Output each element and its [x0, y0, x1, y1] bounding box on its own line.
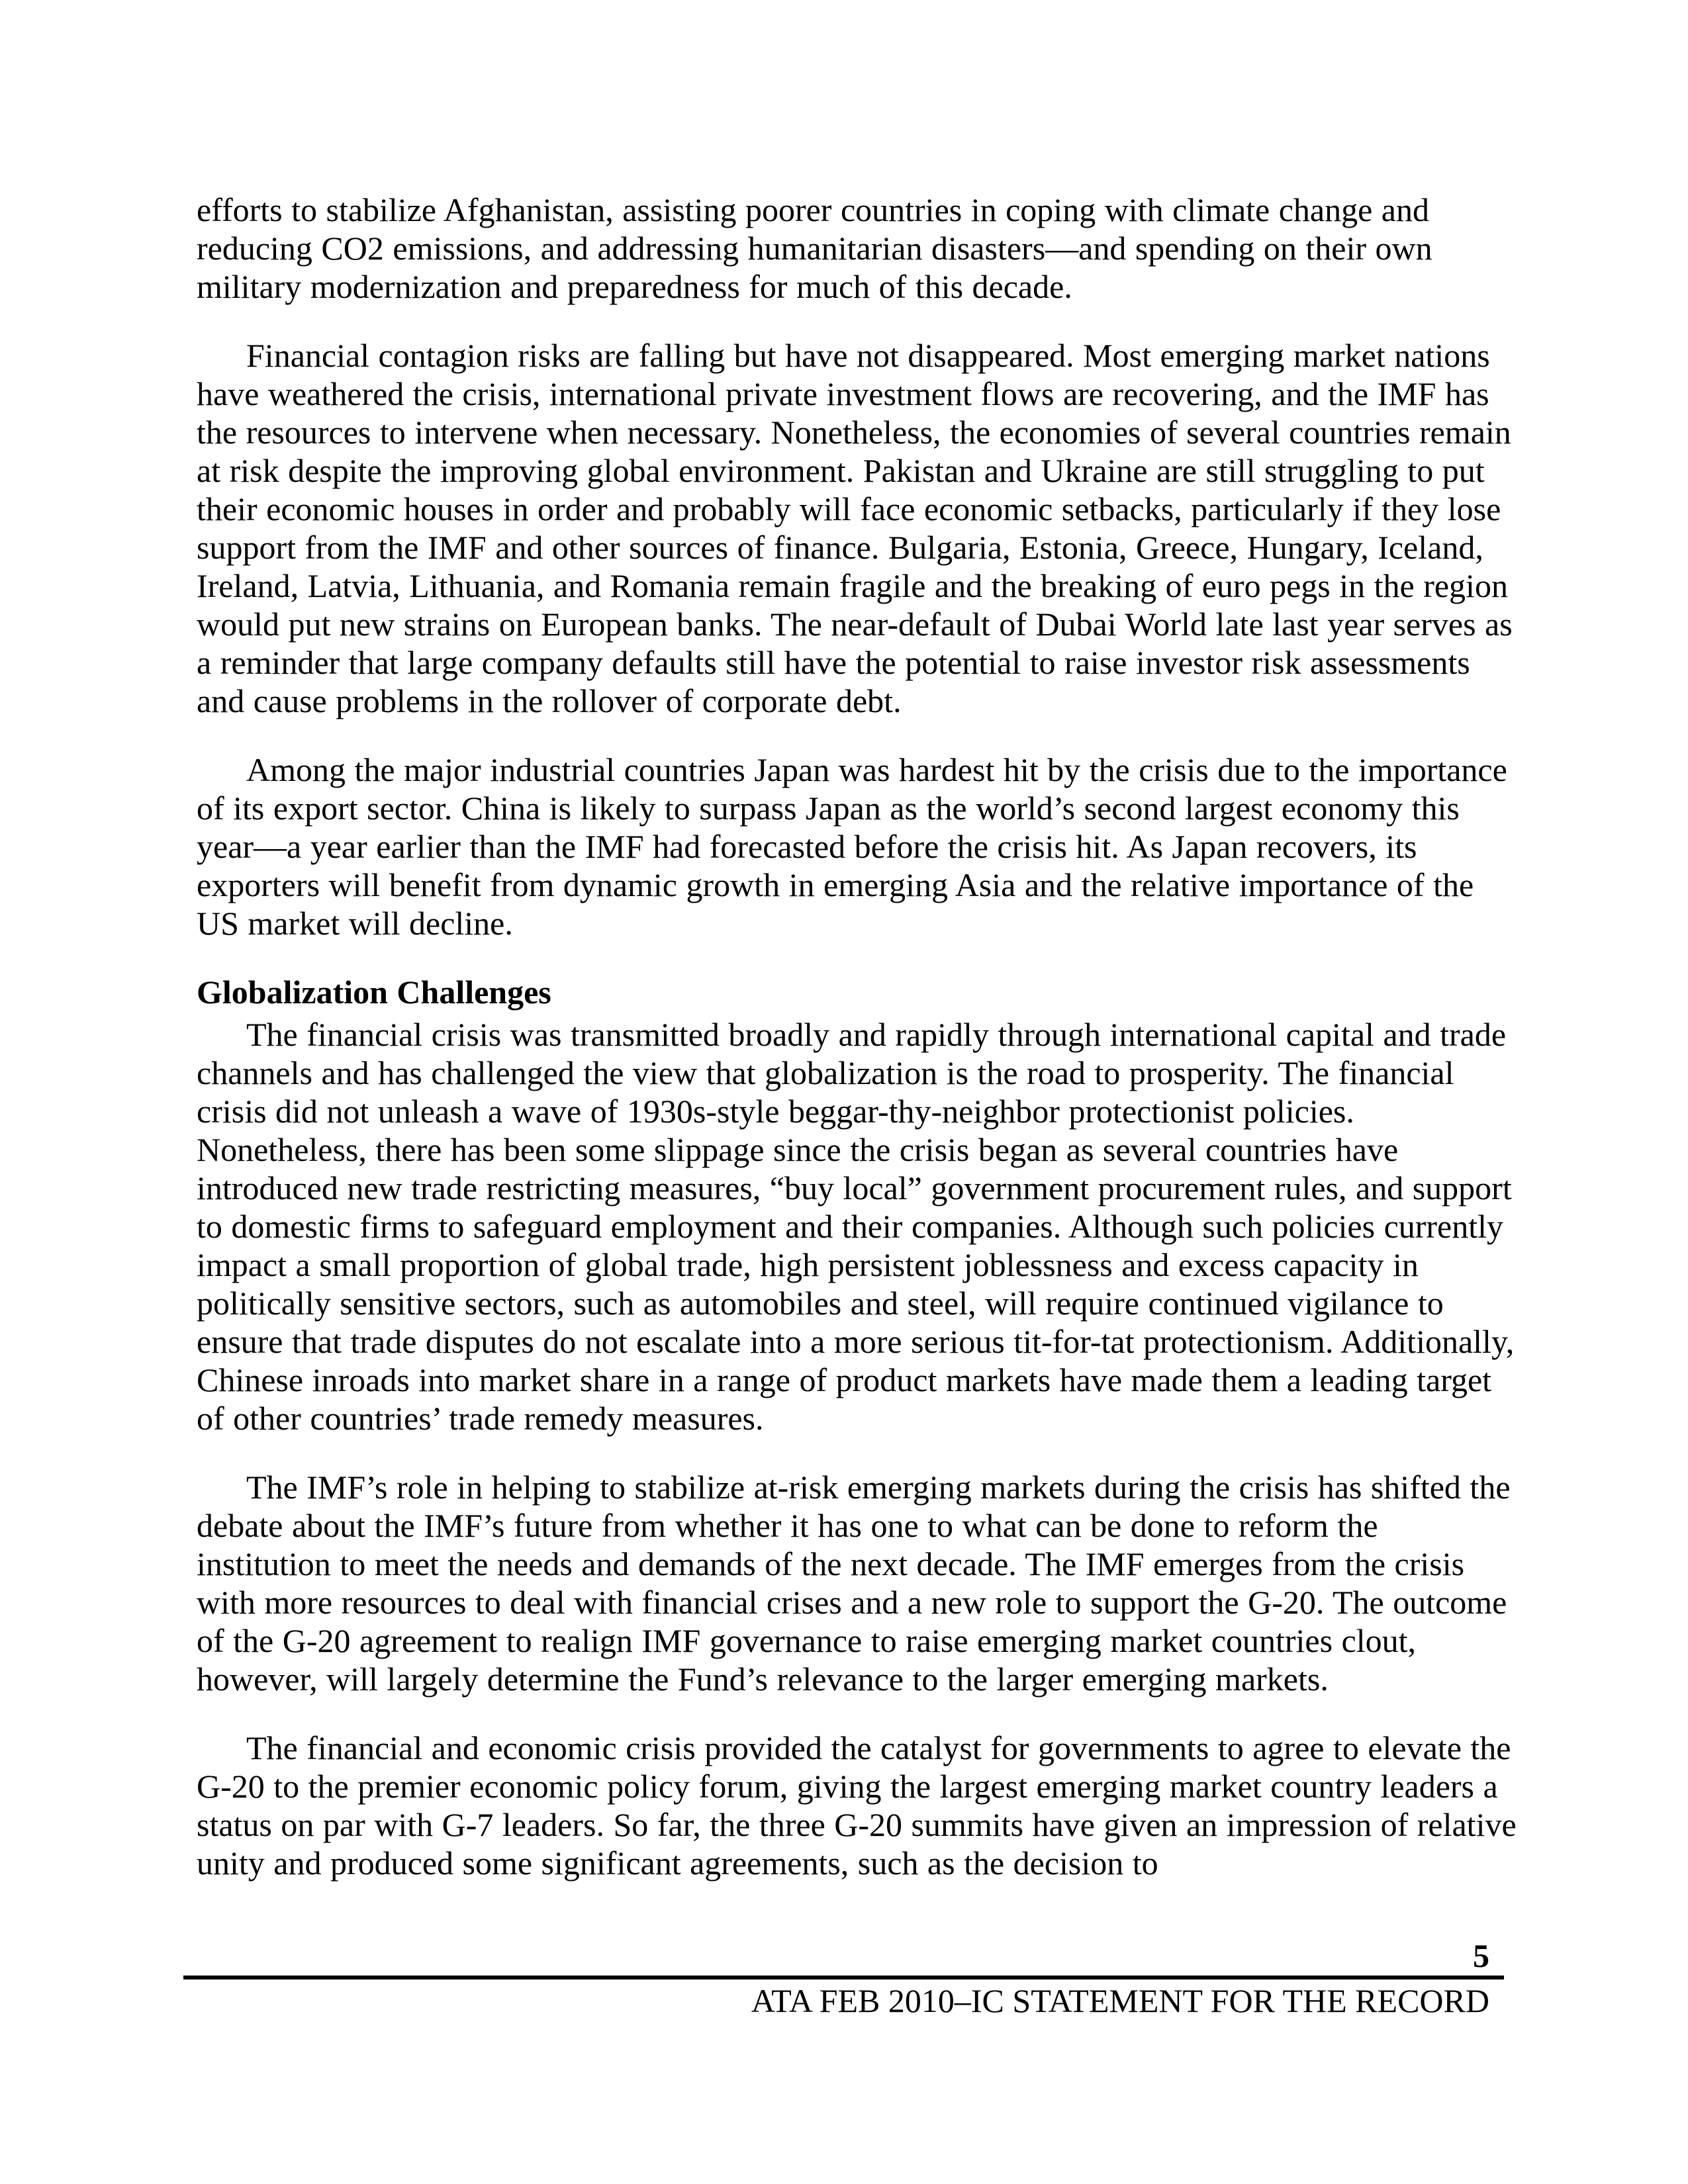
footer-record-line: ATA FEB 2010–IC STATEMENT FOR THE RECORD [751, 1982, 1489, 2019]
section-heading-globalization-challenges: Globalization Challenges [197, 974, 551, 1011]
paragraph-financial-crisis-transmission: The financial crisis was transmitted broadly and rapidly through international capital and trade channels and has challenged the view that globalization is the road to prosperity. The financial crisis did not unleash a wave of 1930s-style beggar-thy-neighbor protectionist policies. Nonetheless, there has been some slippage since the crisis began as several countries have introduced new trade restricting measures, “buy local” government procurement rules, and support to domestic firms to safeguard employment and their companies. Although such policies currently impact a small proportion of global trade, high persistent joblessness and excess capacity in politically sensitive sectors, such as automobiles and steel, will require continued vigilance to ensure that trade disputes do not escalate into a more serious tit-for-tat protectionism. Additionally, Chinese inroads into market share in a range of product markets have made them a leading target of other countries’ trade remedy measures. [197, 1016, 1515, 1437]
page-number: 5 [1473, 1937, 1489, 1974]
paragraph-industrial-countries: Among the major industrial countries Japan was hardest hit by the crisis due to the importance of its export sector. China is likely to surpass Japan as the world’s second largest economy this year—a year earlier than the IMF had forecasted before the crisis hit. As Japan recovers, its exporters will benefit from dynamic growth in emerging Asia and the relative importance of the US market will decline. [197, 751, 1507, 942]
paragraph-g20-elevation: The financial and economic crisis provided the catalyst for governments to agree to elevate the G-20 to the premier economic policy forum, giving the largest emerging market country leaders a status on par with G-7 leaders. So far, the three G-20 summits have given an impression of relative unity and produced some significant agreements, such as the decision to [197, 1729, 1517, 1882]
page-footer [183, 1936, 1504, 2021]
paragraph-financial-contagion: Financial contagion risks are falling but have not disappeared. Most emerging market nations have weathered the crisis, international private investment flows are recovering, and the IMF has the resources to intervene when necessary. Nonetheless, the economies of several countries remain at risk despite the improving global environment. Pakistan and Ukraine are still struggling to put their economic houses in order and probably will face economic setbacks, particularly if they lose support from the IMF and other sources of finance. Bulgaria, Estonia, Greece, Hungary, Iceland, Ireland, Latvia, Lithuania, and Romania remain fragile and the breaking of euro pegs in the region would put new strains on European banks. The near-default of Dubai World late last year serves as a reminder that large company defaults still have the potential to raise investor risk assessments and cause problems in the rollover of corporate debt. [197, 337, 1513, 719]
paragraph-imf-role: The IMF’s role in helping to stabilize at-risk emerging markets during the crisis has shifted the debate about the IMF’s future from whether it has one to what can be done to reform the institution to meet the needs and demands of the next decade. The IMF emerges from the crisis with more resources to deal with financial crises and a new role to support the G-20. The outcome of the G-20 agreement to realign IMF governance to raise emerging market countries clout, however, will largely determine the Fund’s relevance to the larger emerging markets. [197, 1469, 1511, 1698]
paragraph-continuation: efforts to stabilize Afghanistan, assisting poorer countries in coping with climate change and reducing CO2 emissions, and addressing humanitarian disasters—and spending on their own military modernization and preparedness for much of this decade. [197, 191, 1432, 305]
document-body [197, 191, 1517, 1882]
footer-divider-line [183, 1976, 1504, 1979]
